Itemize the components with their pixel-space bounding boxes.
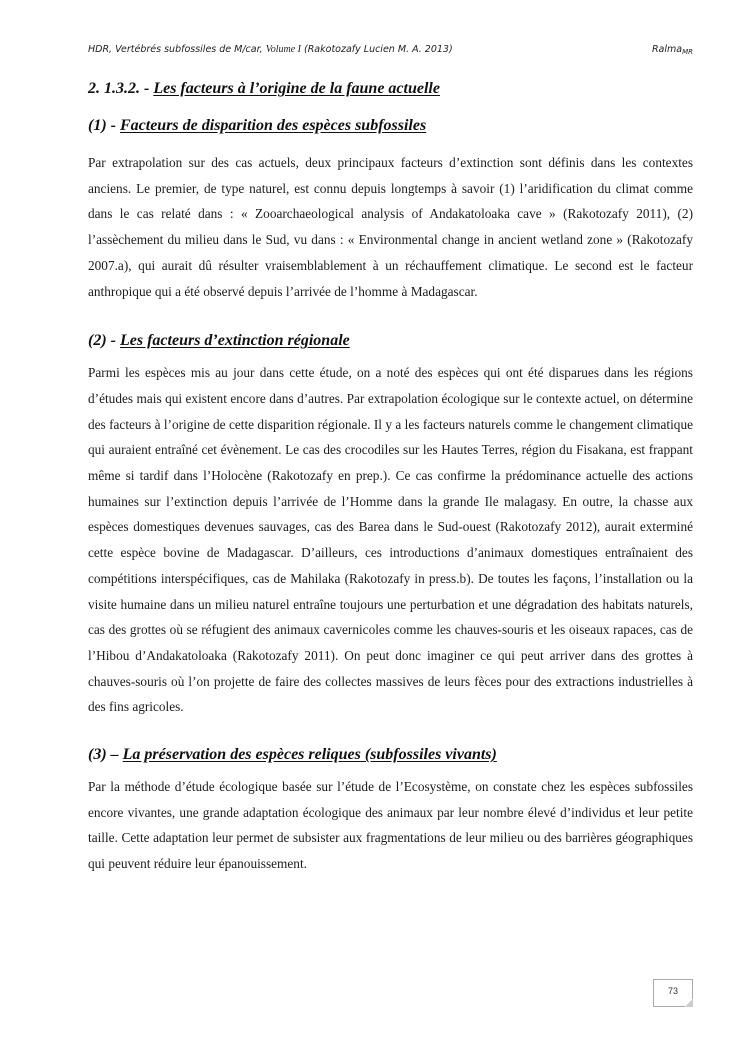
paragraph-3: Par la méthode d’étude écologique basée sur l’étude de l’Ecosystème, on constate chez les espèces subfossiles encore vivantes, une grande adaptation écologique des animaux par leur nombre élevé d’individus et leur petite taille. Cette adaptation leur permet de subsister aux fragmentations de leur milieu ou des barrières géographiques qui peuvent réduire leur épanouissement.: [88, 779, 693, 872]
subsection-number: (3) –: [88, 746, 119, 764]
header-citation: [88, 44, 453, 55]
subsection-heading-3: [88, 742, 693, 768]
header-signature-text: Ralma: [651, 44, 683, 55]
subsection-title: Facteurs de disparition des espèces subfossiles: [119, 117, 427, 134]
header-signature: [652, 44, 693, 56]
section-heading: [88, 76, 693, 102]
page-number: 73: [653, 979, 693, 1007]
subsection-number: (2) -: [88, 332, 116, 350]
header-volume: Volume I: [265, 44, 301, 55]
document-body: [88, 76, 693, 877]
header-author: (Rakotozafy Lucien M. A. 2013): [304, 44, 453, 55]
subsection-heading-2: [88, 328, 693, 354]
header-title: HDR, Vertébrés subfossiles de M/car,: [88, 44, 263, 55]
subsection-title: Les facteurs d’extinction régionale: [119, 332, 350, 350]
subsection-heading-1: [88, 113, 693, 139]
section-number: 2. 1.3.2. -: [88, 80, 150, 97]
subsection-title: La préservation des espèces reliques (subfossiles vivants): [122, 746, 497, 764]
page-header: [88, 44, 693, 62]
paragraph-2: Parmi les espèces mis au jour dans cette étude, on a noté des espèces qui ont été disparues dans les régions d’études mais qui existent encore dans d’autres. Par extrapolation écologique sur le contexte actuel, on détermine des facteurs à l’origine de cette disparition régionale. Il y a les facteurs naturels comme le changement climatique qui auraient entraîné cet évènement. Le cas des crocodiles sur les Hautes Terres, région du Fisakana, est frappant même si tardif dans l’Holocène (Rakotozafy en prep.). Ce cas confirme la prédominance actuelle des actions humaines sur l’extinction depuis l’arrivée de l’Homme dans la grande Ile malagasy. En outre, la chasse aux espèces domestiques devenues sauvages, cas des Barea dans le Sud-ouest (Rakotozafy 2012), aurait exterminé cette espèce bovine de Madagascar. D’ailleurs, ces introductions d’animaux domestiques entraînaient des compétitions interspécifiques, cas de Mahilaka (Rakotozafy in press.b). De toutes les façons, l’installation ou la visite humaine dans un milieu naturel entraîne toujours une perturbation et une dégradation des habitats naturels, cas des grottes où se réfugient des animaux cavernicoles comme les chauves-souris et les oiseaux rapaces, cas de l’Hibou d’Andakatoloaka (Rakotozafy 2011). On peut donc imaginer ce qui peut arriver dans des grottes à chauves-souris où l’on projette de faire des collectes massives de leurs fèces pour des extractions industrielles à des fins agricoles.: [88, 365, 693, 715]
section-title: Les facteurs à l’origine de la faune actuelle: [153, 80, 440, 97]
header-signature-sub: MR: [682, 48, 693, 56]
paragraph-1: Par extrapolation sur des cas actuels, deux principaux facteurs d’extinction sont définis dans les contextes anciens. Le premier, de type naturel, est connu depuis longtemps à savoir (1) l’aridification du climat comme dans le cas relaté dans : « Zooarchaeological analysis of Andakatoloaka cave » (Rakotozafy 2011), (2) l’assèchement du milieu dans le Sud, vu dans : « Environmental change in ancient wetland zone » (Rakotozafy 2007.a), qui aurait dû résulter vraisemblablement à un réchauffement climatique. Le second est le facteur anthropique qui a été observé depuis l’arrivée de l’homme à Madagascar.: [88, 155, 693, 299]
subsection-number: (1) -: [88, 117, 116, 134]
